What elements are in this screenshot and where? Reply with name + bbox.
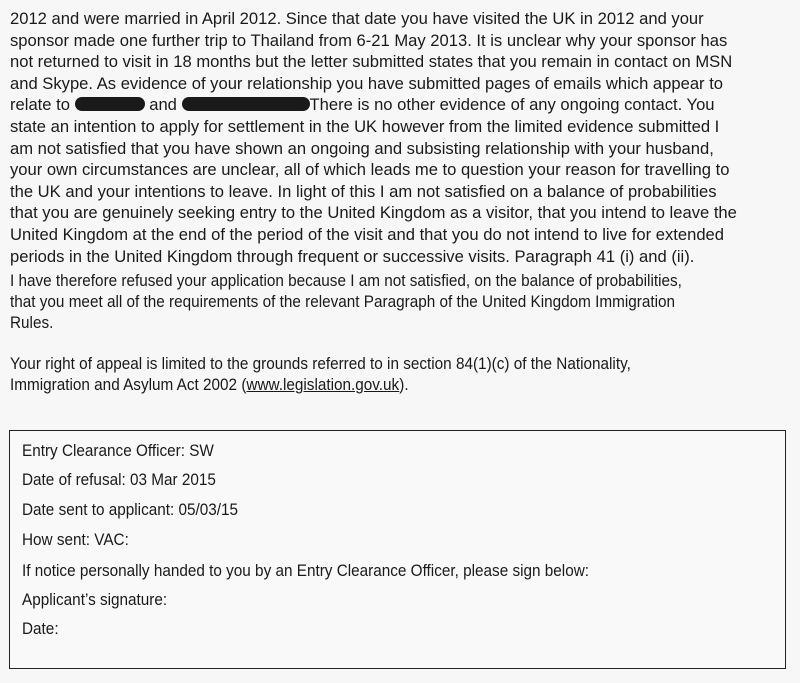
text-line: United Kingdom at the end of the period of the visit and that you do not intend to live for extended xyxy=(10,224,725,244)
entry-clearance-officer: Entry Clearance Officer: SW xyxy=(22,441,214,460)
applicant-signature-label: Applicant’s signature: xyxy=(22,590,168,609)
text-fragment: ). xyxy=(399,375,409,394)
text-line: that you meet all of the requirements of the relevant Paragraph of the United Kingdom Immigration xyxy=(10,292,676,311)
text-fragment: Immigration and Asylum Act 2002 ( xyxy=(10,375,247,394)
date-sent-to-applicant: Date sent to applicant: 05/03/15 xyxy=(22,500,239,519)
text-line: state an intention to apply for settlement in the UK however from the limited evidence submitted I xyxy=(10,116,720,136)
how-sent: How sent: VAC: xyxy=(22,530,129,549)
date-label: Date: xyxy=(22,619,59,638)
text-line: your own circumstances are unclear, all of which leads me to question your reason for travelling to xyxy=(10,160,730,180)
text-line: 2012 and were married in April 2012. Since that date you have visited the UK in 2012 and your xyxy=(10,9,704,28)
paragraph-refusal-reasons xyxy=(10,8,737,267)
text-fragment: relate to xyxy=(10,95,70,115)
text-line: Rules. xyxy=(10,313,54,332)
redaction-mark xyxy=(75,97,145,111)
text-line: the UK and your intentions to leave. In light of this I am not satisfied on a balance of probabilities xyxy=(10,181,717,201)
date-of-refusal: Date of refusal: 03 Mar 2015 xyxy=(22,470,216,489)
paragraph-refusal-decision xyxy=(10,270,682,333)
legislation-link[interactable]: www.legislation.gov.uk xyxy=(246,375,400,394)
text-line: I have therefore refused your application because I am not satisfied, on the balance of probabilities, xyxy=(10,271,682,290)
text-line-redacted xyxy=(10,94,737,116)
text-line: periods in the United Kingdom through frequent or successive visits. Paragraph 41 (i) and (ii). xyxy=(10,246,695,266)
text-line: Your right of appeal is limited to the grounds referred to in section 84(1)(c) of the Nationality, xyxy=(10,354,631,373)
redaction-mark xyxy=(182,97,310,111)
text-fragment: There is no other evidence of any ongoing contact. You xyxy=(309,95,715,115)
officer-details-box xyxy=(9,430,786,669)
text-fragment: and xyxy=(149,95,177,115)
text-line: and Skype. As evidence of your relationship you have submitted pages of emails which appear to xyxy=(10,73,724,93)
text-line: that you are genuinely seeking entry to the United Kingdom as a visitor, that you intend to leave the xyxy=(10,203,737,223)
text-line: sponsor made one further trip to Thailand from 6-21 May 2013. It is unclear why your sponsor has xyxy=(10,30,728,50)
text-line: not returned to visit in 18 months but the letter submitted states that you remain in contact on MSN xyxy=(10,52,733,72)
signing-instruction: If notice personally handed to you by an Entry Clearance Officer, please sign below: xyxy=(22,561,590,580)
paragraph-appeal-rights xyxy=(10,353,631,395)
text-line: am not satisfied that you have shown an ongoing and subsisting relationship with your husband, xyxy=(10,138,714,158)
text-line xyxy=(10,374,631,395)
